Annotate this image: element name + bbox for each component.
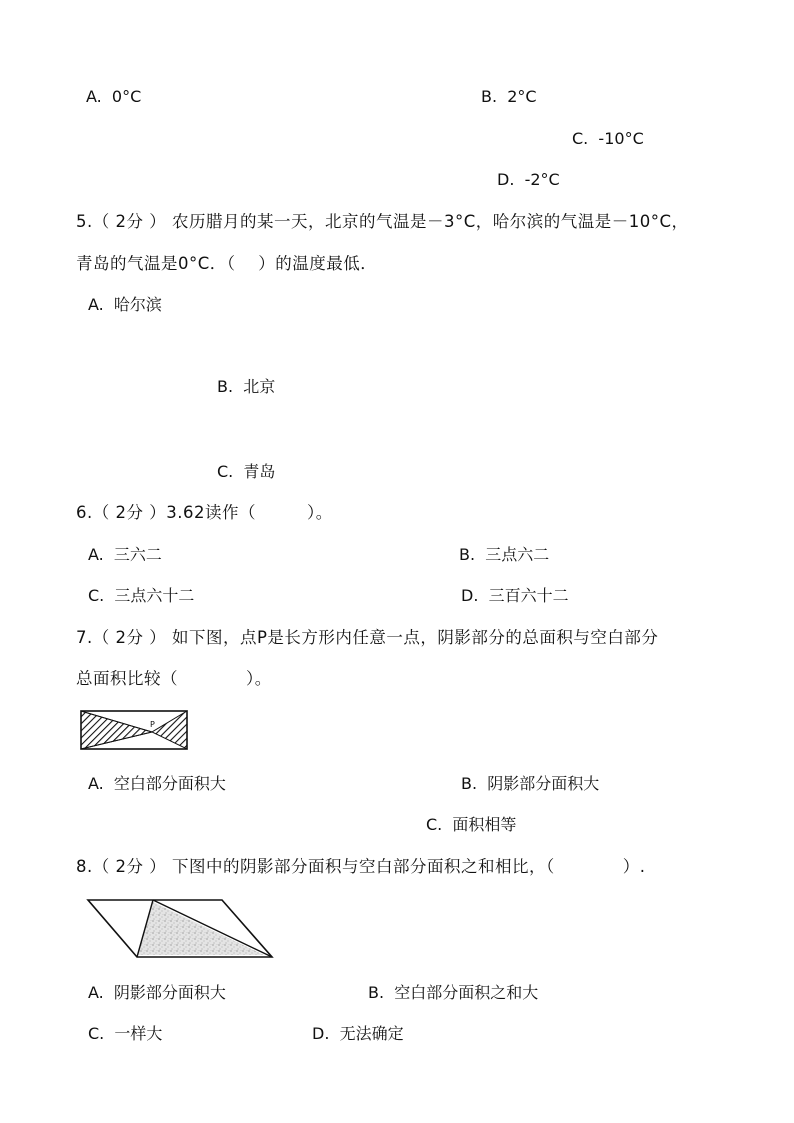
q4-option-a[interactable]: A. 0°C	[86, 87, 142, 106]
q6-option-c[interactable]: C. 三点六十二	[88, 586, 195, 605]
q7-shaded-right-triangle	[152, 711, 187, 749]
q7-point-p-label: P	[150, 720, 155, 729]
q7-rectangle-figure	[80, 710, 188, 750]
q7-option-c[interactable]: C. 面积相等	[426, 815, 517, 834]
q5-stem-line1: 5.（ 2分 ） 农历腊月的某一天，北京的气温是－3°C，哈尔滨的气温是－10°C，	[76, 212, 689, 231]
q5-option-a[interactable]: A. 哈尔滨	[88, 295, 162, 314]
q7-option-a[interactable]: A. 空白部分面积大	[88, 774, 226, 793]
q6-stem: 6.（ 2分 ）3.62读作（ ）。	[76, 503, 333, 522]
q8-option-d[interactable]: D. 无法确定	[312, 1024, 404, 1043]
q7-stem-line2: 总面积比较（ ）。	[76, 669, 272, 688]
q5-stem-line2: 青岛的气温是0°C．（ ）的温度最低．	[76, 254, 378, 273]
q6-option-b[interactable]: B. 三点六二	[459, 545, 550, 564]
q8-option-c[interactable]: C. 一样大	[88, 1024, 163, 1043]
q4-option-c[interactable]: C. -10°C	[572, 129, 644, 148]
q8-shaded-triangle	[137, 902, 264, 955]
q4-option-b[interactable]: B. 2°C	[481, 87, 537, 106]
q6-option-d[interactable]: D. 三百六十二	[461, 586, 569, 605]
q7-shaded-left-triangle	[81, 711, 152, 749]
q8-option-a[interactable]: A. 阴影部分面积大	[88, 983, 226, 1002]
q8-parallelogram-figure	[86, 896, 276, 960]
q5-option-b[interactable]: B. 北京	[217, 377, 276, 396]
q8-stem: 8.（ 2分 ） 下图中的阴影部分面积与空白部分面积之和相比，（ ）.	[76, 857, 646, 876]
q4-option-d[interactable]: D. -2°C	[497, 170, 560, 189]
q7-option-b[interactable]: B. 阴影部分面积大	[461, 774, 600, 793]
q5-option-c[interactable]: C. 青岛	[217, 462, 276, 481]
q7-stem-line1: 7.（ 2分 ） 如下图，点P是长方形内任意一点，阴影部分的总面积与空白部分	[76, 628, 659, 647]
q6-option-a[interactable]: A. 三六二	[88, 545, 162, 564]
q8-option-b[interactable]: B. 空白部分面积之和大	[368, 983, 539, 1002]
